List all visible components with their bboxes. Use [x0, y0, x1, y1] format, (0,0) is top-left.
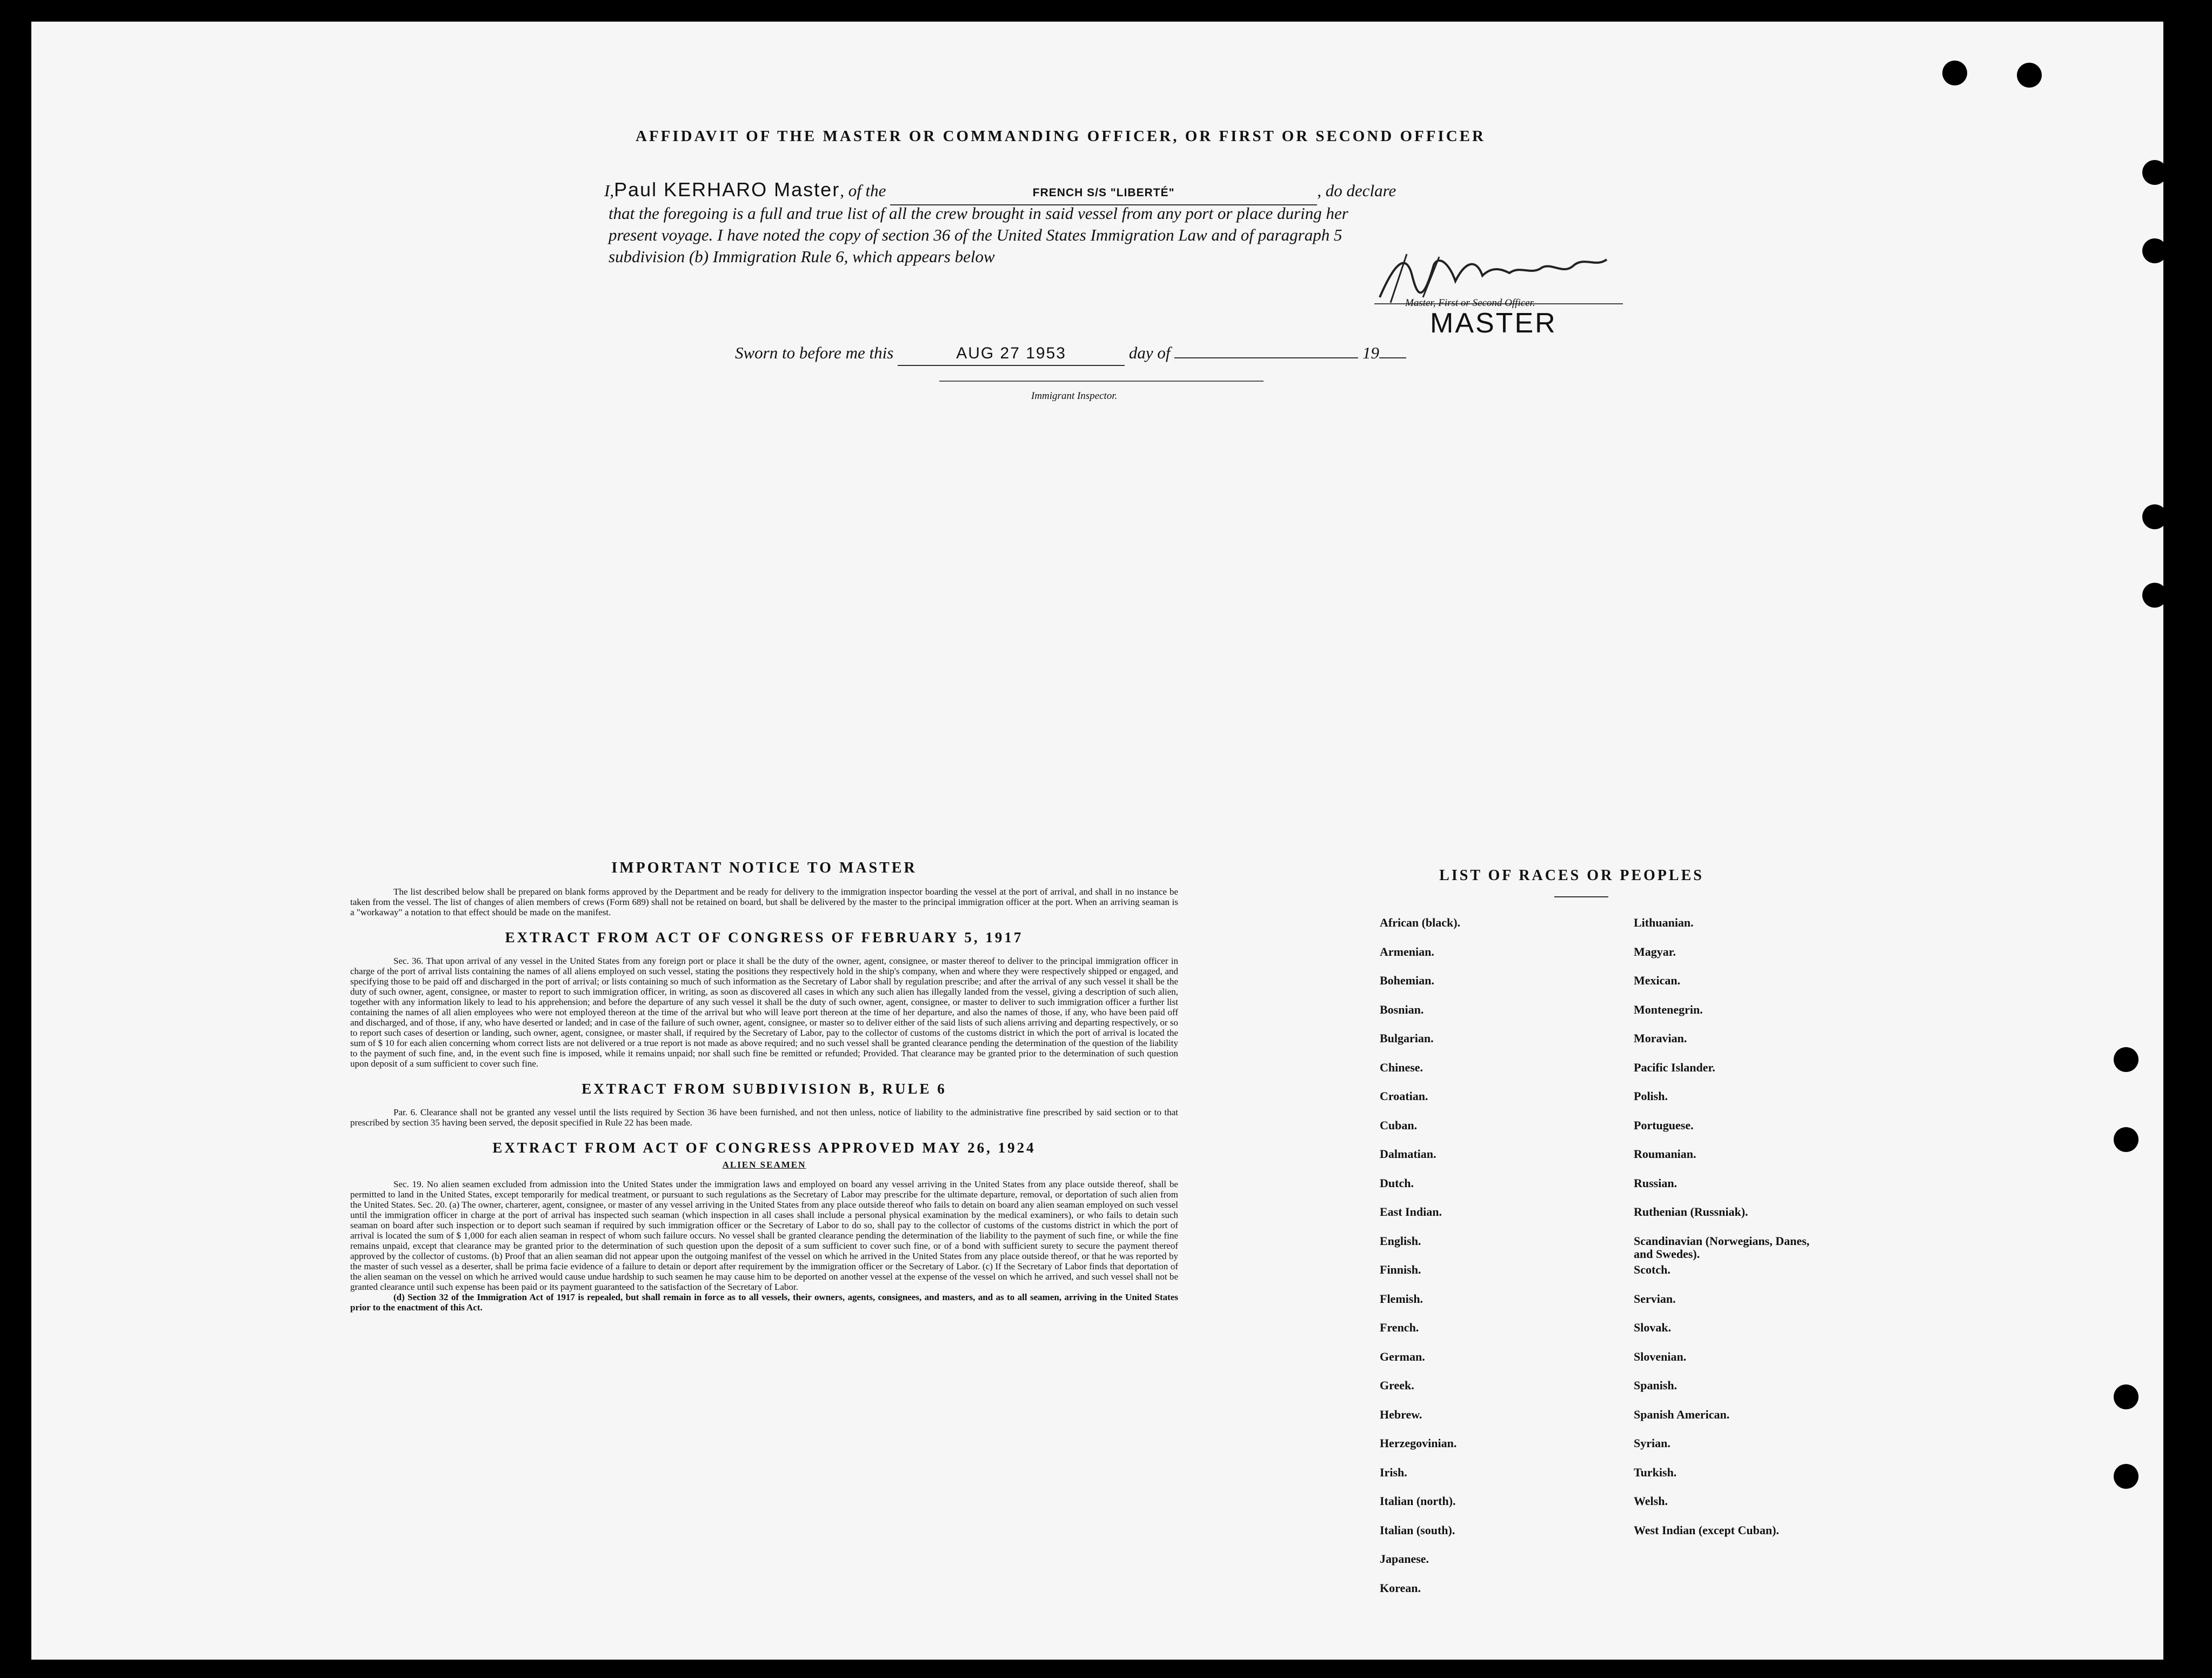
- punch-hole: [2114, 1384, 2139, 1409]
- race-item: Dalmatian.: [1380, 1147, 1436, 1161]
- race-item: Scandinavian (Norwegians, Danes, and Swedes).: [1634, 1234, 1810, 1261]
- extract3-title: EXTRACT FROM ACT OF CONGRESS APPROVED MAY 26, 1924: [492, 1140, 1036, 1156]
- master-name: Paul KERHARO Master: [614, 178, 840, 201]
- race-item: Syrian.: [1634, 1436, 1670, 1450]
- race-item: Italian (south).: [1380, 1523, 1455, 1537]
- punch-hole: [2142, 504, 2167, 529]
- race-item: Korean.: [1380, 1581, 1421, 1595]
- race-item: Welsh.: [1634, 1494, 1668, 1508]
- day-of-text: day of: [1128, 343, 1171, 362]
- declaration-line-4: subdivision (b) Immigration Rule 6, which appears below: [609, 247, 995, 266]
- declaration-line-3: present voyage. I have noted the copy of section 36 of the United States Immigration Law and of paragraph 5: [609, 225, 1342, 244]
- race-item: Slovak.: [1634, 1321, 1672, 1334]
- notice-title: IMPORTANT NOTICE TO MASTER: [611, 860, 917, 876]
- extract3-footer: (d) Section 32 of the Immigration Act of 1917 is repealed, but shall remain in force as to all vessels, their owners, agents, consignees, and masters, and as to all seamen, arriving in the United States prior to the enactment of this Act.: [350, 1292, 1178, 1313]
- signature-rank: MASTER: [1430, 308, 1557, 339]
- race-item: Herzegovinian.: [1380, 1436, 1457, 1450]
- year-field: [1379, 357, 1406, 358]
- race-item: Hebrew.: [1380, 1407, 1422, 1421]
- race-item: Cuban.: [1380, 1118, 1418, 1132]
- race-item: German.: [1380, 1349, 1425, 1363]
- race-item: Croatian.: [1380, 1089, 1428, 1103]
- extract3-body: Sec. 19. No alien seamen excluded from admission into the United States under the immigration laws and employed on board any vessel arriving in the United States from any place outside thereof, shall be permitted to land in the United States, except temporarily for medical treatment, or pursuant to such regulations as the Secretary of Labor may prescribe for the ultimate departure, removal, or deportation of such alien from the United States. Sec. 20. (a) The owner, charterer, agent, consignee, or master of any vessel arriving in the United States from any place outside thereof who fails to detain on board any alien seaman employed on such vessel until the immigration officer in charge at the port of arrival has inspected such seaman (which inspection in all cases shall include a personal physical examination by the medical examiners), or who fails to detain such seaman on board after such inspection or to deport such seaman if required by such immigration officer or the Secretary of Labor to do so, shall pay to the collector of customs of the customs district in which the port of arrival is located the sum of $ 1,000 for each alien seaman in respect of whom such failure occurs. No vessel shall be granted clearance pending the determination of the liability to the payment of such fine, or while the fine remains unpaid, except that clearance may be granted prior to the determination of such question upon the deposit of a sum sufficient to cover such fine, or of a bond with sufficient surety to secure the payment thereof approved by the collector of customs. (b) Proof that an alien seaman did not appear upon the outgoing manifest of the vessel on which he arrived in the United States from any place outside thereof, or that he was reported by the master of such vessel as a deserter, shall be prima facie evidence of a failure to detain or deport after requirement by the immigration officer or the Secretary of Labor. (c) If the Secretary of Labor finds that deportation of the alien seaman on the vessel on which he arrived would cause undue hardship to such seamen he may cause him to be deported on another vessel at the expense of the vessel on which he arrived, and such vessel shall not be granted clearance until such expense has been paid or its payment guaranteed to the satisfaction of the Secretary of Labor.: [350, 1179, 1178, 1292]
- race-item: Mexican.: [1634, 974, 1681, 987]
- lead-i: I,: [604, 181, 614, 200]
- declaration-line-1: [604, 178, 1631, 205]
- inspector-caption: Immigrant Inspector.: [1031, 390, 1118, 402]
- extract1-title: EXTRACT FROM ACT OF CONGRESS OF FEBRUARY 5, 1917: [505, 929, 1024, 945]
- race-item: Lithuanian.: [1634, 916, 1694, 929]
- race-item: Russian.: [1634, 1176, 1678, 1190]
- of-the-text: , of the: [840, 181, 886, 200]
- race-item: East Indian.: [1380, 1205, 1442, 1218]
- punch-hole: [2017, 63, 2042, 88]
- vessel-name: FRENCH S/S "LIBERTÉ": [1032, 187, 1175, 199]
- sworn-line: [735, 342, 1492, 366]
- race-item: Bulgarian.: [1380, 1031, 1434, 1045]
- race-item: Magyar.: [1634, 944, 1676, 958]
- declaration-line-2: that the foregoing is a full and true list of all the crew brought in said vessel from any port or place during her: [609, 204, 1348, 223]
- race-item: Slovenian.: [1634, 1349, 1687, 1363]
- race-item: Greek.: [1380, 1379, 1414, 1392]
- punch-hole: [1942, 61, 1967, 85]
- race-item: French.: [1380, 1321, 1419, 1334]
- document-page: [31, 22, 2163, 1660]
- races-right-list: [1634, 916, 1828, 1553]
- do-declare-text: , do declare: [1317, 181, 1396, 200]
- race-item: Scotch.: [1634, 1263, 1670, 1276]
- races-table: [1380, 916, 1828, 1610]
- race-item: Spanish American.: [1634, 1407, 1730, 1421]
- race-item: Irish.: [1380, 1465, 1407, 1479]
- punch-hole: [2142, 238, 2167, 263]
- notice-body: The list described below shall be prepared on blank forms approved by the Department and be ready for delivery to the immigration inspector boarding the vessel at the port of arrival, and shall in no instance be taken from the vessel. The list of changes of alien members of crews (Form 689) shall not be retained on board, but shall be delivered by the master to the principal immigration officer at the port. When an arriving seaman is a "workaway" a notation to that effect should be made on the manifest.: [350, 887, 1178, 917]
- extract1-body: Sec. 36. That upon arrival of any vessel in the United States from any foreign port or place it shall be the duty of the owner, agent, consignee, or master thereof to deliver to the principal immigration officer in charge of the port of arrival lists containing the names of all aliens employed on such vessel, stating the positions they respectively hold in the ship's company, when and where they were respectively shipped or engaged, and specifying those to be paid off and discharged in the port of arrival; or lists containing so much of such information as the Secretary of Labor shall by regulation prescribe; and after the arrival of any such vessel it shall be the duty of such owner, agent, consignee, or master to report to such immigration officer, in writing, as soon as discovered all cases in which any such alien has illegally landed from the vessel, giving a description of such alien, together with any information likely to lead to his apprehension; and before the departure of any such vessel it shall be the duty of such owner, agent, consignee, or master to deliver to such immigration officer a further list containing the names of all alien employees who were not employed thereon at the time of the arrival but who will leave port thereon at the time of her departure, and also the names of those, if any, who have been paid off and discharged, and of those, if any, who have deserted or landed; and in case of the failure of such owner, agent, consignee, or master so to deliver either of the said lists of such aliens arriving and departing respectively, or so to report such cases of desertion or landing, such owner, agent, consignee, or master shall, if required by the Secretary of Labor, pay to the collector of customs of the customs district in which the port of arrival is located the sum of $ 10 for each alien concerning whom correct lists are not delivered or a true report is not made as above required; and no such vessel shall be granted clearance pending the determination of the question of the liability to the payment of such fine, and, in the event such fine is imposed, while it remains unpaid; nor shall such fine be remitted or refunded; Provided. That clearance may be granted prior to the determination of such question upon deposit of a sum sufficient to cover such fine.: [350, 956, 1178, 1069]
- race-item: Portuguese.: [1634, 1118, 1694, 1132]
- race-item: Flemish.: [1380, 1291, 1424, 1306]
- race-item: Dutch.: [1380, 1176, 1414, 1190]
- race-item: Roumanian.: [1634, 1147, 1696, 1161]
- race-item: Montenegrin.: [1634, 1002, 1703, 1016]
- year-prefix: 19: [1362, 343, 1379, 362]
- punch-hole: [2142, 583, 2167, 608]
- notice-section: [350, 860, 1178, 1313]
- races-title: LIST OF RACES OR PEOPLES: [1439, 867, 1704, 884]
- sworn-text: Sworn to before me this: [735, 343, 894, 362]
- race-item: Chinese.: [1380, 1060, 1424, 1074]
- extract2-body: Par. 6. Clearance shall not be granted any vessel until the lists required by Section 36 have been furnished, and not then unless, notice of liability to the administrative fine prescribed by said section or to that prescribed by section 35 having been served, the deposit specified in Rule 22 has been made.: [350, 1107, 1178, 1128]
- sworn-date-field: [898, 342, 1125, 366]
- signature-caption: Master, First or Second Officer.: [1405, 297, 1535, 309]
- punch-hole: [2114, 1464, 2139, 1489]
- races-left-column: [1380, 916, 1634, 1610]
- race-item: Pacific Islander.: [1634, 1060, 1715, 1074]
- punch-hole: [2114, 1047, 2139, 1072]
- race-item: Bohemian.: [1380, 974, 1434, 987]
- race-item: African (black).: [1380, 916, 1461, 929]
- race-item: Finnish.: [1380, 1263, 1421, 1276]
- race-item: Italian (north).: [1380, 1494, 1456, 1508]
- races-title-rule: [1554, 896, 1608, 897]
- extract2-title: EXTRACT FROM SUBDIVISION B, RULE 6: [582, 1081, 947, 1097]
- race-item: Ruthenian (Russniak).: [1634, 1205, 1748, 1218]
- affidavit-title: AFFIDAVIT OF THE MASTER OR COMMANDING OFFICER, OR FIRST OR SECOND OFFICER: [636, 128, 1486, 145]
- race-item: Servian.: [1634, 1291, 1676, 1306]
- race-item: Bosnian.: [1380, 1002, 1424, 1016]
- punch-hole: [2114, 1127, 2139, 1152]
- race-item: Armenian.: [1380, 944, 1434, 958]
- sworn-date: AUG 27 1953: [956, 344, 1066, 362]
- race-item: Turkish.: [1634, 1465, 1677, 1479]
- race-item: West Indian (except Cuban).: [1634, 1523, 1779, 1537]
- inspector-signature-line: [939, 381, 1264, 382]
- punch-hole: [2142, 160, 2167, 185]
- race-item: Moravian.: [1634, 1031, 1687, 1045]
- race-item: Spanish.: [1634, 1379, 1678, 1392]
- races-right-column: [1634, 916, 1828, 1610]
- race-item: Japanese.: [1380, 1552, 1429, 1566]
- vessel-field: [890, 179, 1317, 205]
- race-item: English.: [1380, 1234, 1421, 1248]
- race-item: Polish.: [1634, 1089, 1668, 1103]
- races-left-list: [1380, 916, 1634, 1610]
- extract3-subtitle: ALIEN SEAMEN: [722, 1160, 806, 1170]
- month-field: [1174, 357, 1358, 358]
